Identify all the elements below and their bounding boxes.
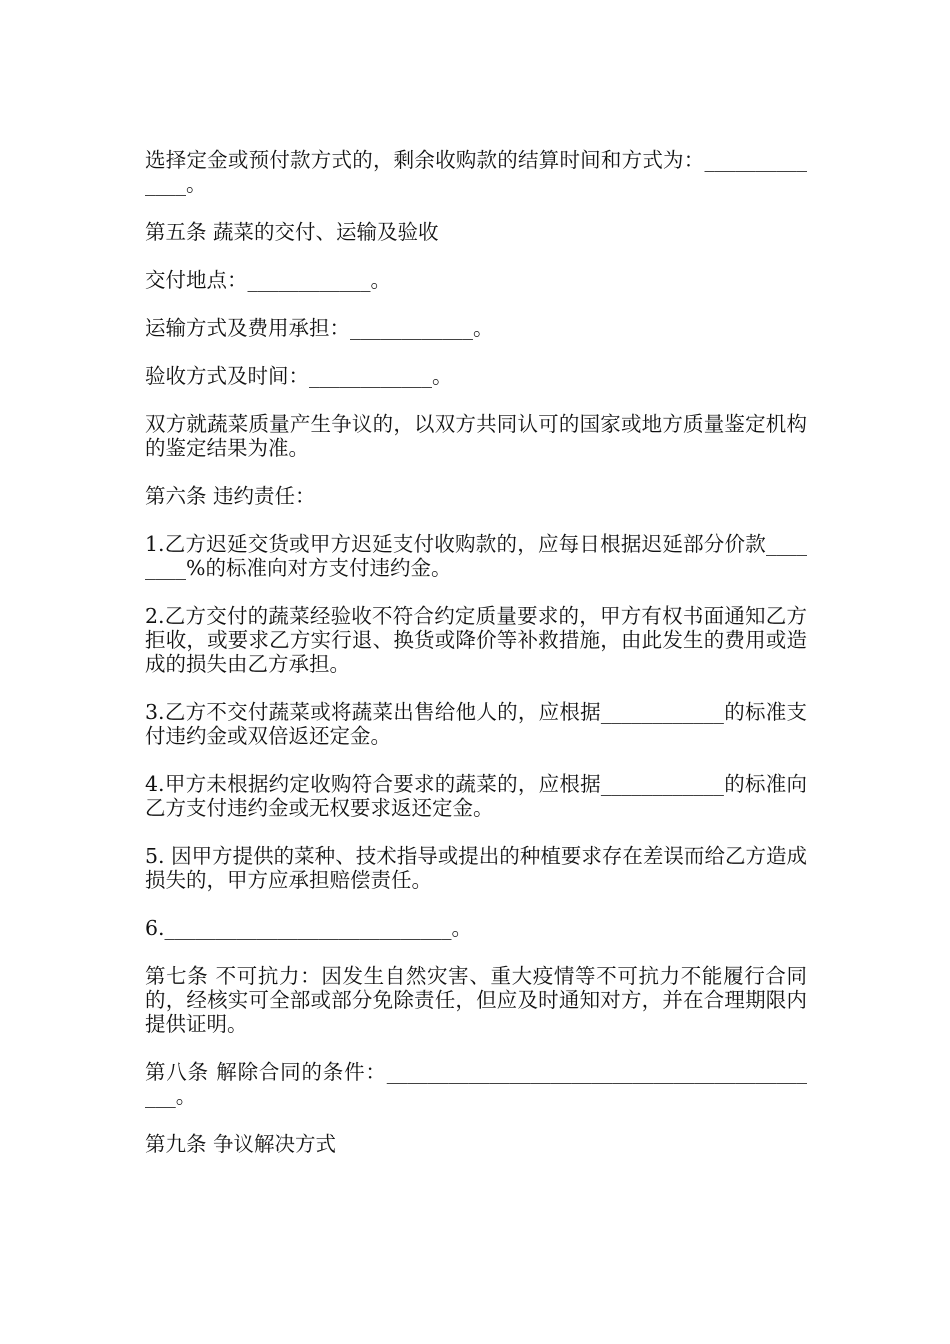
heading-article-6: 第六条 违约责任：	[145, 484, 316, 508]
paragraph-liability-5: 5. 因甲方提供的菜种、技术指导或提出的种植要求存在差误而给乙方造成损失的，甲方应承担赔偿责任。	[145, 844, 807, 892]
paragraph-transport: 运输方式及费用承担：____________。	[145, 316, 494, 340]
paragraph-liability-3: 3.乙方不交付蔬菜或将蔬菜出售给他人的，应根据____________的标准支付违约金或双倍返还定金。	[145, 700, 807, 748]
paragraph-quality-dispute: 双方就蔬菜质量产生争议的，以双方共同认可的国家或地方质量鉴定机构的鉴定结果为准。	[145, 412, 807, 460]
paragraph-liability-4: 4.甲方未根据约定收购符合要求的蔬菜的，应根据____________的标准向乙方支付违约金或无权要求返还定金。	[145, 772, 807, 820]
heading-article-9: 第九条 争议解决方式	[145, 1132, 337, 1156]
heading-article-5: 第五条 蔬菜的交付、运输及验收	[145, 220, 439, 244]
document-body	[145, 148, 807, 1180]
paragraph-liability-1: 1.乙方迟延交货或甲方迟延支付收购款的，应每日根据迟延部分价款________%的标准向对方支付违约金。	[145, 532, 807, 580]
paragraph-liability-6: 6.____________________________。	[145, 916, 473, 940]
paragraph-article-8: 第八条 解除合同的条件：____________________________________________。	[145, 1060, 807, 1108]
paragraph-liability-2: 2.乙方交付的蔬菜经验收不符合约定质量要求的，甲方有权书面通知乙方拒收，或要求乙方实行退、换货或降价等补救措施，由此发生的费用或造成的损失由乙方承担。	[145, 604, 807, 676]
paragraph-acceptance: 验收方式及时间：____________。	[145, 364, 453, 388]
paragraph-settlement: 选择定金或预付款方式的，剩余收购款的结算时间和方式为：______________。	[145, 148, 807, 196]
paragraph-article-7: 第七条 不可抗力：因发生自然灾害、重大疫情等不可抗力不能履行合同的，经核实可全部或部分免除责任，但应及时通知对方，并在合理期限内提供证明。	[145, 964, 807, 1036]
paragraph-delivery-location: 交付地点：____________。	[145, 268, 391, 292]
